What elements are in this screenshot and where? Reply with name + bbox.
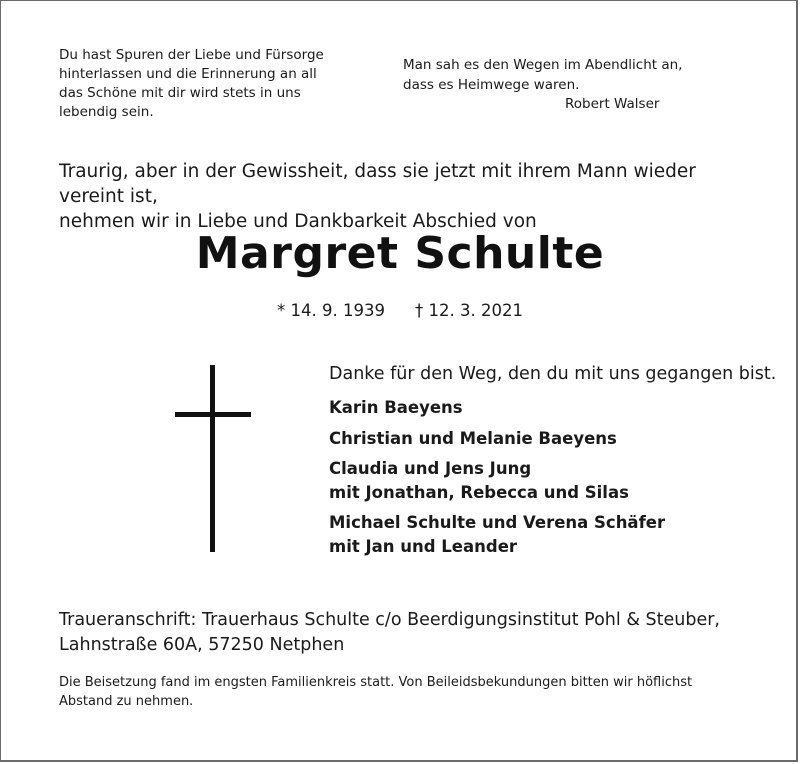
cross-horizontal-bar xyxy=(175,412,251,417)
quote-line: dass es Heimwege waren. xyxy=(403,76,580,93)
family-group xyxy=(329,457,779,504)
family-group xyxy=(329,396,779,420)
family-group xyxy=(329,427,779,451)
death-date: † 12. 3. 2021 xyxy=(415,301,523,320)
quote-line: lebendig sein. xyxy=(59,104,154,120)
family-group xyxy=(329,511,779,558)
family-line: Claudia und Jens Jung xyxy=(329,459,532,478)
family-line: mit Jonathan, Rebecca und Silas xyxy=(329,482,629,502)
quote-line: Man sah es den Wegen im Abendlicht an, xyxy=(403,57,683,73)
intro-line: nehmen wir in Liebe und Dankbarkeit Abschied von xyxy=(59,211,537,232)
address-line: Lahnstraße 60A, 57250 Netphen xyxy=(59,635,345,655)
life-dates xyxy=(0,301,800,320)
family-line: Michael Schulte und Verena Schäfer xyxy=(329,513,666,532)
note-line: Die Beisetzung fand im engsten Familienkreis statt. Von Beileidsbekundungen bitten wir höflichst xyxy=(59,675,693,690)
thanks-line: Danke für den Weg, den du mit uns gegangen bist. xyxy=(329,364,777,384)
quote-line: Du hast Spuren der Liebe und Fürsorge xyxy=(59,47,324,63)
family-line: Karin Baeyens xyxy=(329,398,463,417)
family-list xyxy=(329,396,779,565)
quote-author: Robert Walser xyxy=(565,96,660,112)
quote-line: das Schöne mit dir wird stets in uns xyxy=(59,85,301,101)
quote-right xyxy=(403,56,703,115)
burial-note xyxy=(59,674,759,711)
mourning-address xyxy=(59,608,759,658)
address-line: Traueranschrift: Trauerhaus Schulte c/o Beerdigungsinstitut Pohl & Steuber, xyxy=(59,610,720,630)
note-line: Abstand zu nehmen. xyxy=(59,693,194,709)
cross-vertical-bar xyxy=(210,365,215,552)
quote-line: hinterlassen und die Erinnerung an all xyxy=(59,66,317,82)
intro-text xyxy=(59,159,759,234)
family-line: mit Jan und Leander xyxy=(329,536,518,556)
birth-date: * 14. 9. 1939 xyxy=(277,301,385,320)
latin-cross-icon xyxy=(175,365,251,552)
quote-left xyxy=(59,46,359,122)
intro-line: Traurig, aber in der Gewissheit, dass sie jetzt mit ihrem Mann wieder vereint ist, xyxy=(59,161,696,207)
family-line: Christian und Melanie Baeyens xyxy=(329,428,617,448)
deceased-name: Margret Schulte xyxy=(195,228,605,279)
